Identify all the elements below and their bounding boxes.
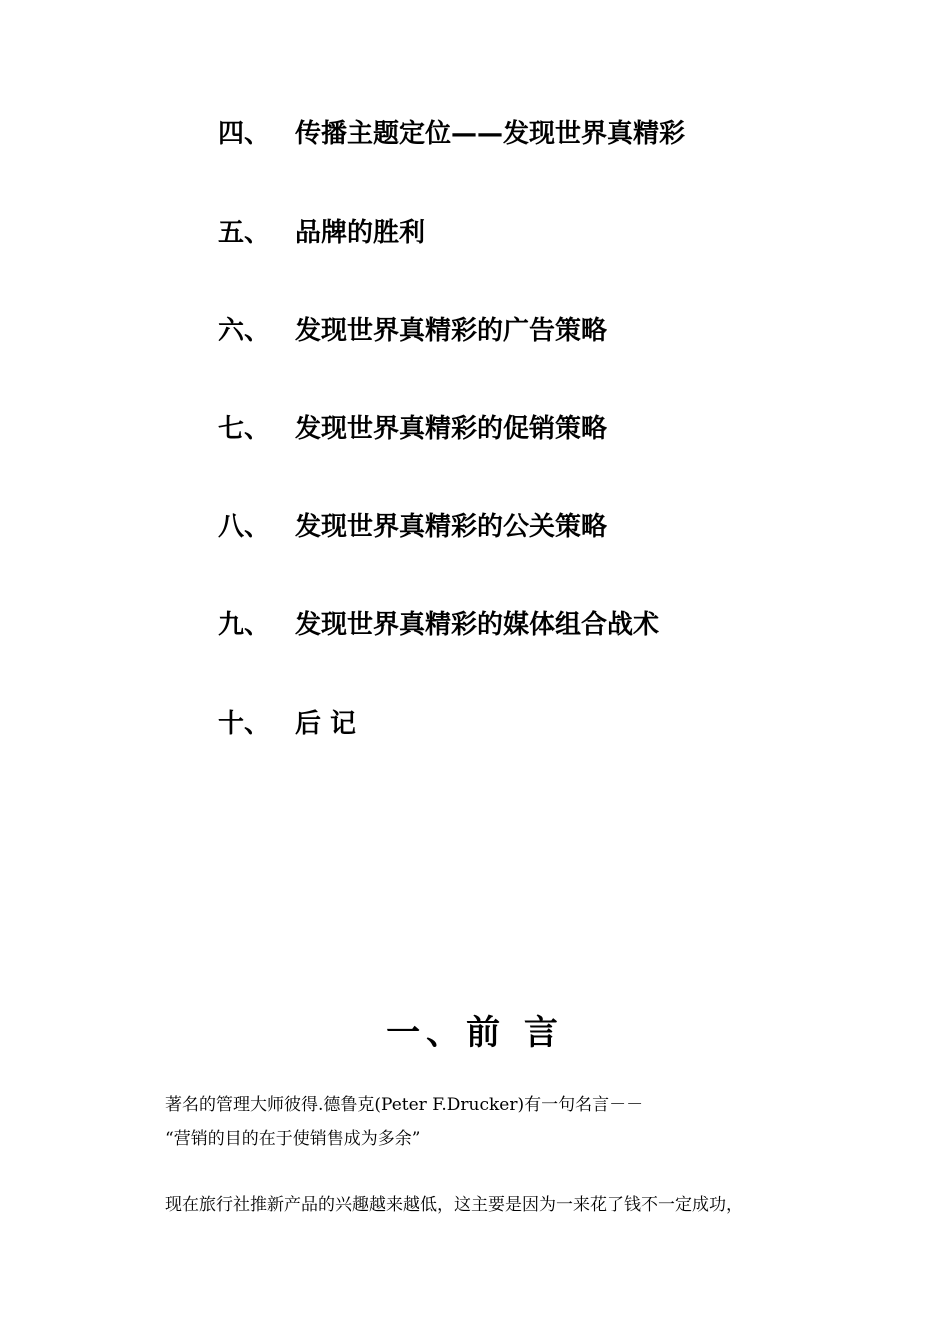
toc-title: 发现世界真精彩的公关策略 [295, 512, 608, 542]
toc-item [218, 507, 607, 547]
toc-number: 九、 [218, 610, 271, 640]
toc-number: 七、 [218, 414, 271, 444]
toc-number: 五、 [218, 218, 271, 248]
toc-number: 八、 [218, 512, 271, 542]
toc-title: 发现世界真精彩的促销策略 [295, 414, 608, 444]
toc-item [218, 409, 607, 449]
toc-number: 十、 [218, 709, 271, 739]
toc-title: 发现世界真精彩的媒体组合战术 [295, 610, 660, 640]
toc-number: 四、 [218, 119, 271, 149]
toc-item [218, 704, 356, 744]
toc-title: 发现世界真精彩的广告策略 [295, 316, 608, 346]
toc-item [218, 114, 685, 154]
toc-title: 传播主题定位——发现世界真精彩 [295, 119, 686, 149]
toc-item [218, 605, 659, 645]
toc-item [218, 311, 607, 351]
body-paragraph: “营销的目的在于使销售成为多余” [165, 1129, 421, 1149]
body-paragraph: 现在旅行社推新产品的兴趣越来越低，这主要是因为一来花了钱不一定成功， [165, 1195, 743, 1215]
toc-number: 六、 [218, 316, 271, 346]
toc-title: 后 记 [295, 709, 357, 739]
section-heading: 一、前 言 [386, 1013, 564, 1053]
toc-item [218, 213, 425, 253]
body-paragraph: 著名的管理大师彼得.德鲁克(Peter F.Drucker)有一句名言－－ [165, 1095, 644, 1115]
toc-title: 品牌的胜利 [295, 218, 426, 248]
